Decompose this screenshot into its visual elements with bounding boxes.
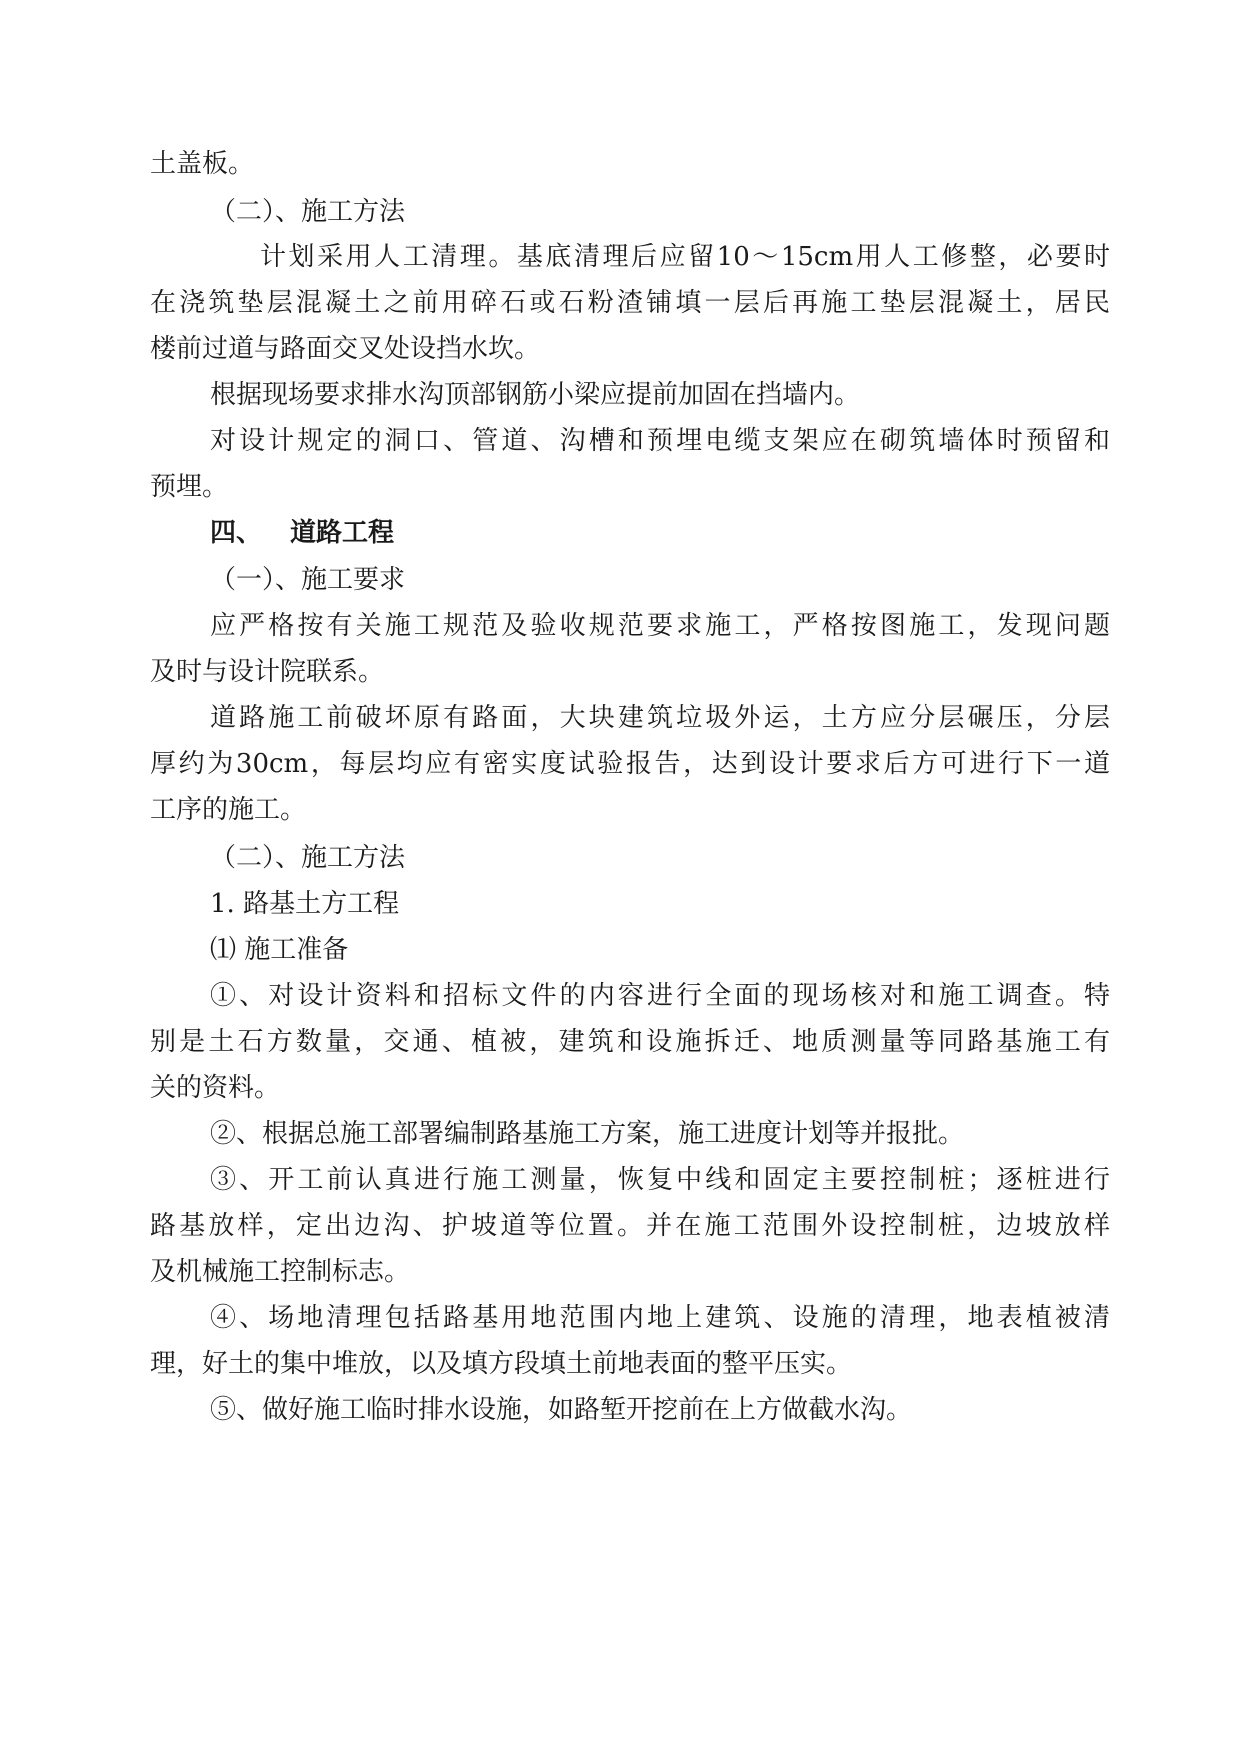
paragraph-line: 及机械施工控制标志。	[150, 1257, 411, 1287]
subsection-heading: （二）、施工方法	[210, 197, 406, 227]
paragraph-line: ⑤、做好施工临时排水设施，如路堑开挖前在上方做截水沟。	[210, 1395, 913, 1425]
paragraph-line: 在浇筑垫层混凝土之前用碎石或石粉渣铺填一层后再施工垫层混凝土，居民	[150, 288, 1110, 318]
paragraph-line: 根据现场要求排水沟顶部钢筋小梁应提前加固在挡墙内。	[210, 380, 861, 410]
paragraph-line: 及时与设计院联系。	[150, 657, 385, 687]
section-title: 道路工程	[290, 518, 395, 548]
item-heading: 1. 路基土方工程	[210, 889, 400, 919]
paragraph-line: ②、根据总施工部署编制路基施工方案，施工进度计划等并报批。	[210, 1119, 965, 1149]
paragraph-line: 理，好土的集中堆放，以及填方段填土前地表面的整平压实。	[150, 1349, 853, 1379]
item-heading: ⑴ 施工准备	[210, 935, 349, 965]
paragraph-line: 关的资料。	[150, 1073, 281, 1103]
paragraph-line: 道路施工前破坏原有路面，大块建筑垃圾外运，土方应分层碾压，分层	[210, 703, 1110, 733]
section-number: 四、	[210, 518, 263, 548]
paragraph-line: 路基放样，定出边沟、护坡道等位置。并在施工范围外设控制桩，边坡放样	[150, 1211, 1110, 1241]
paragraph-line: 工序的施工。	[150, 795, 307, 825]
paragraph-line: ③、开工前认真进行施工测量，恢复中线和固定主要控制桩；逐桩进行	[210, 1165, 1110, 1195]
subsection-heading: （二）、施工方法	[210, 843, 406, 873]
paragraph-line: 楼前过道与路面交叉处设挡水坎。	[150, 334, 541, 364]
paragraph-line: ①、对设计资料和招标文件的内容进行全面的现场核对和施工调查。特	[210, 981, 1110, 1011]
paragraph-line: 应严格按有关施工规范及验收规范要求施工，严格按图施工，发现问题	[210, 611, 1110, 641]
paragraph-line: ④、场地清理包括路基用地范围内地上建筑、设施的清理，地表植被清	[210, 1303, 1110, 1333]
paragraph-line: 土盖板。	[150, 149, 255, 179]
paragraph-line: 别是土石方数量，交通、植被，建筑和设施拆迁、地质测量等同路基施工有	[150, 1027, 1110, 1057]
subsection-heading: （一）、施工要求	[210, 565, 406, 595]
paragraph-line: 计划采用人工清理。基底清理后应留10～15cm用人工修整，必要时	[260, 242, 1110, 272]
paragraph-line: 预埋。	[150, 472, 229, 502]
paragraph-line: 对设计规定的洞口、管道、沟槽和预埋电缆支架应在砌筑墙体时预留和	[210, 426, 1110, 456]
section-heading	[210, 516, 1170, 550]
paragraph-line: 厚约为30cm，每层均应有密实度试验报告，达到设计要求后方可进行下一道	[150, 749, 1110, 779]
